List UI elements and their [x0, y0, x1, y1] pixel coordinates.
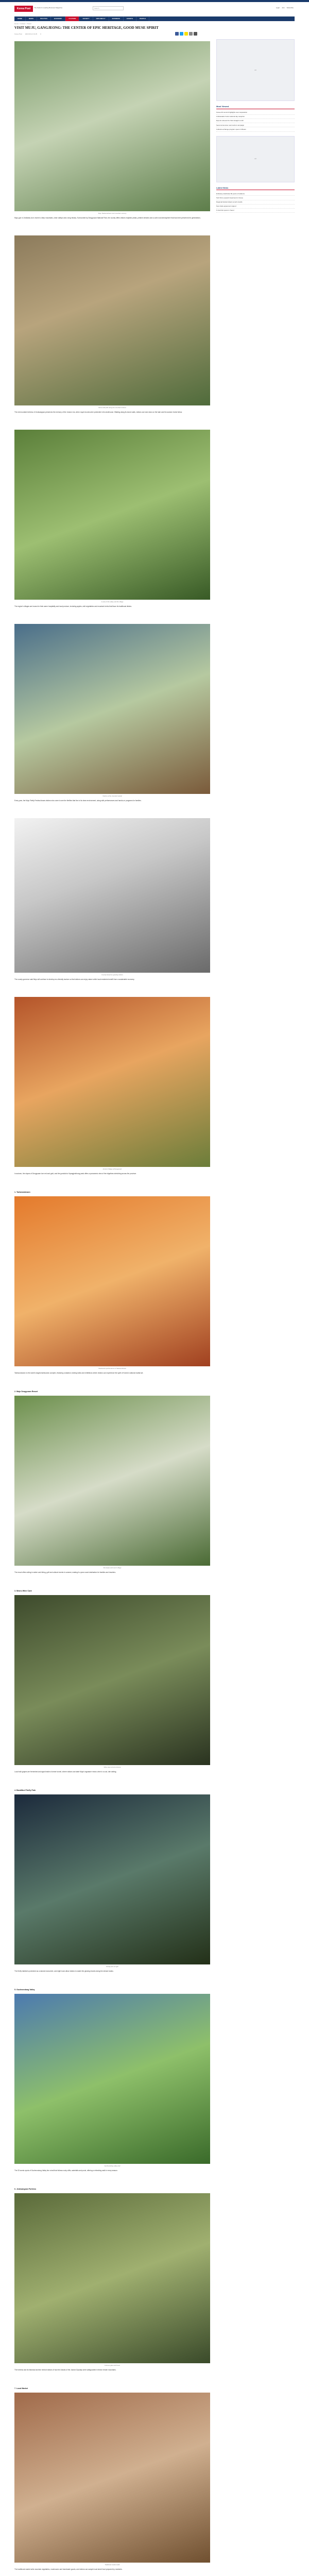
breadcrumb[interactable]: Home > Culture > Travel	[14, 23, 31, 25]
subscribe-link[interactable]: Subscribe	[286, 7, 294, 9]
nav-item[interactable]: EVENTS	[124, 16, 136, 21]
nav-item[interactable]: ECONOMY	[51, 16, 66, 21]
article-photo	[14, 1196, 210, 1366]
article-date: 2023.09.12 10:25	[25, 33, 38, 35]
article-photo	[14, 818, 210, 973]
photo-caption: Fortress gate and forest	[105, 2364, 120, 2366]
latest-item[interactable]: Regional festival draws record crowds	[216, 200, 295, 205]
photo-caption: Stone wall path along the mountain fortress	[98, 406, 126, 409]
kakao-icon[interactable]	[184, 32, 188, 36]
article-paragraph: Local wild grapes are fermented and aged inside a former tunnel, where visitors can taste Muju's signature meoru wine in a cool, dim setting.	[14, 1771, 117, 1773]
article-meta	[14, 33, 41, 35]
share-buttons	[175, 32, 197, 36]
popular-item[interactable]: Korea-US summit highlights new cooperation	[216, 111, 295, 115]
article-paragraph: The fortress and its historical archive remind visitors of how the Annals of the Joseon Dynasty were safeguarded in these remote mountains.	[14, 2369, 116, 2371]
photo-caption: Visitors at the riverside festival	[102, 795, 122, 797]
print-icon[interactable]	[194, 32, 197, 36]
site-header	[0, 2, 309, 16]
nav-item[interactable]: HOME	[14, 16, 26, 21]
article-paragraph: The traditional market sells mountain vegetables, mushrooms and handmade goods, and visitors can sample local street food prepared by residents.	[14, 2568, 123, 2570]
section-heading: 6. Jeoksangsan Fortress	[14, 2188, 37, 2190]
sidebar-ad-2[interactable]: AD	[216, 136, 295, 182]
section-heading: 3. Meoru Wine Cave	[14, 1590, 32, 1592]
popular-item[interactable]: Exports rebound for third straight month	[216, 119, 295, 123]
latest-item[interactable]: Embassy celebrates 60 years of relations	[216, 192, 295, 196]
article-photo	[14, 1396, 210, 1566]
link-icon[interactable]	[189, 32, 193, 36]
article-photo	[14, 430, 210, 600]
popular-item[interactable]: Seoul announces new tourism campaign	[216, 123, 295, 127]
article-photo	[14, 1595, 210, 1765]
login-link[interactable]: Login	[276, 7, 280, 9]
photo-caption: Wine cave tunnel entrance	[104, 1766, 121, 1768]
main-nav	[14, 16, 295, 21]
sidebar	[216, 39, 295, 213]
article-paragraph: The county governor said Muju will continue to develop eco-friendly tourism so that visitors can enjoy nature while local residents benefit from a sustainable economy.	[14, 978, 135, 980]
article-photo	[14, 235, 210, 405]
site-logo[interactable]: Korea Post	[14, 6, 33, 12]
section-heading: 5. Gucheondong Valley	[14, 1989, 35, 1991]
article-author: Korea Post	[14, 33, 22, 35]
article-photo	[14, 1794, 210, 1964]
logo-subtitle: The Nation's Leading Business Magazine	[34, 7, 63, 9]
nav-item[interactable]: SOCIETY	[79, 16, 93, 21]
article-title: VISIT MUJU, GANGJEONG: THE CENTER OF EPIC HERITAGE, GOOD MUSE SPIRIT	[14, 26, 159, 30]
article-photo	[14, 997, 210, 1167]
latest-item[interactable]: New trade agreement signed	[216, 205, 295, 209]
section-heading: 7. Local Market	[14, 2387, 28, 2389]
popular-item[interactable]: Ambassador hosts national day reception	[216, 115, 295, 119]
article-paragraph: In autumn, the slopes of Deogyusan turn red and gold, and the gondola to Hyangjeokbong peak offers a panoramic view of the ridgelines stretching across the province.	[14, 1173, 137, 1175]
photo-caption: Gucheondong valley trail	[104, 2165, 121, 2167]
twitter-icon[interactable]	[180, 32, 183, 36]
article-paragraph: The old mountain fortress of Jeoksangsan preserves the memory of the Joseon era, when royal records were protected in its storehouse. Walking along its stone walls, visitors can look down on the lake and the autumn forest below.	[14, 411, 182, 413]
photo-caption: County Governor greeting visitors	[101, 974, 123, 976]
article-paragraph: The 33 scenic spots of Gucheondong Valley line a trail that follows rocky cliffs, waterfalls and pools, offering a refreshing walk in every season.	[14, 2170, 118, 2172]
section-heading: 4. Banditbul Firefly Park	[14, 1789, 36, 1791]
photo-caption: Firefly park at night	[106, 1965, 118, 1968]
comment-count: 0	[40, 33, 41, 35]
article-photo	[14, 2393, 210, 2563]
search-input[interactable]: Search	[93, 6, 124, 10]
popular-item[interactable]: Cultural exchange program opens in Busan	[216, 127, 295, 131]
article-paragraph: Every year, the Muju Firefly Festival draws visitors who come to see the fireflies that live in its clean environment, along with performances and hands-on programs for families.	[14, 800, 142, 802]
article-paragraph: The resort offers skiing in winter and hiking, golf and cultural events in summer, making it a year-round destination for families and travelers.	[14, 1571, 116, 1573]
join-link[interactable]: Join	[282, 7, 285, 9]
article-paragraph: Muju-gun in Jeollabuk-do is home to deep mountains, clear valleys and a long history. Surrounded by Deogyusan National Park, the county offers visitors majestic peaks, pristine streams and a calm rural atmosphere that has been preserved for generations.	[14, 217, 201, 219]
section-heading: 2. Muju Deogyusan Resort	[14, 1391, 38, 1393]
photo-caption: A view of the valley and the village	[101, 601, 124, 603]
facebook-icon[interactable]	[175, 32, 179, 36]
header-links	[276, 7, 294, 9]
photo-caption: Muju Taekwondowon and mountain scenery	[98, 212, 127, 214]
nav-item[interactable]: POLITICS	[37, 16, 51, 21]
sidebar-ad[interactable]: AD	[216, 39, 295, 101]
article-photo	[14, 1994, 210, 2164]
section-heading: 1. Taekwondowon	[14, 1191, 30, 1193]
nav-item[interactable]: NEWS	[26, 16, 37, 21]
latest-item[interactable]: Tech firms expand investment in Korea	[216, 196, 295, 200]
article-paragraph: Taekwondowon is the world's largest taekwondo complex, featuring a stadium, training halls and exhibitions where visitors can experience the spirit of Korea's national martial art.	[14, 1372, 144, 1374]
article-photo	[14, 41, 210, 211]
popular-title: Most Viewed	[216, 105, 295, 109]
latest-item[interactable]: K-food fair opens in Seoul	[216, 209, 295, 213]
article-paragraph: The region's villages are known for their warm hospitality and local produce, including apples, wild vegetables and mountain herbs that flavor its traditional dishes.	[14, 605, 132, 607]
nav-item[interactable]: BUSINESS	[109, 16, 124, 21]
article-photo	[14, 2193, 210, 2363]
nav-item[interactable]: PEOPLE	[136, 16, 149, 21]
photo-caption: Ski slopes and resort village	[103, 1567, 122, 1569]
article-photo	[14, 624, 210, 794]
nav-item[interactable]: DIPLOMACY	[93, 16, 109, 21]
article-paragraph: The firefly habitat is protected as a natural monument, and night tours allow visitors to watch the glowing insects along the stream banks.	[14, 1970, 114, 1972]
photo-caption: Traditional market stalls	[105, 2564, 120, 2566]
photo-caption: Autumn foliage at Deogyusan	[102, 1168, 122, 1170]
photo-caption: Taekwondo performance at Taekwondowon	[98, 1367, 126, 1369]
latest-title: Latest News	[216, 187, 295, 191]
nav-item-active[interactable]: CULTURE	[65, 16, 79, 21]
